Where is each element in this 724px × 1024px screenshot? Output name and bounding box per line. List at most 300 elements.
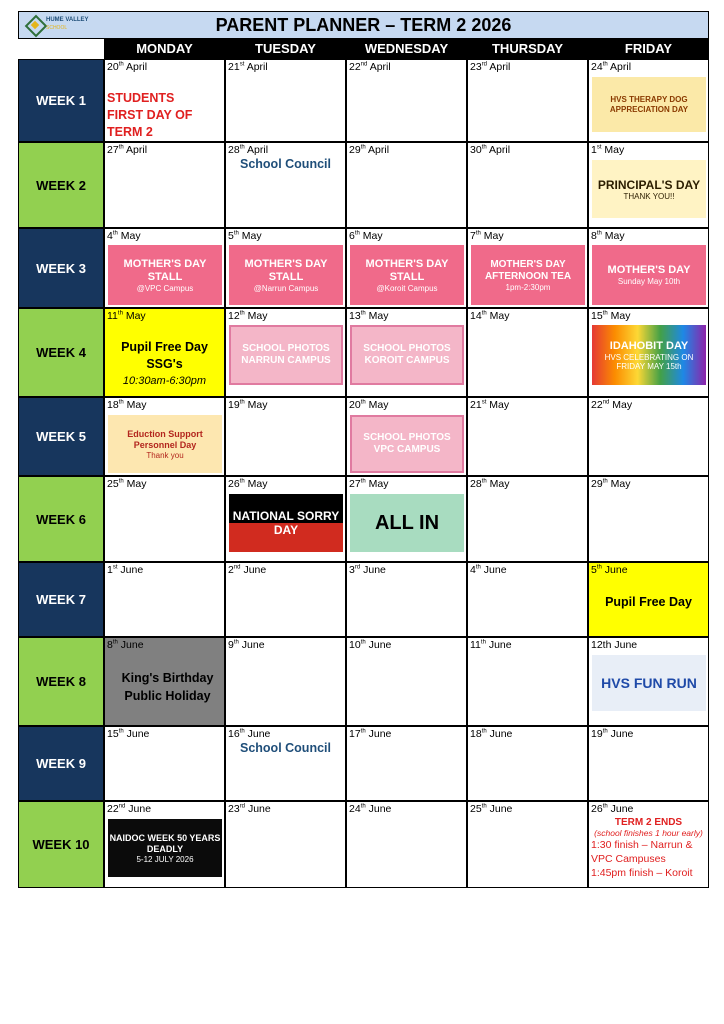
date-month: June — [117, 639, 144, 651]
date-label — [349, 639, 391, 651]
date-month: May — [365, 478, 389, 490]
date-label — [349, 478, 388, 490]
event-note-text: Pupil Free Day — [605, 595, 692, 609]
planner-header — [18, 11, 709, 39]
day-cell — [225, 637, 346, 726]
calendar-grid — [18, 59, 709, 888]
date-month: June — [365, 803, 392, 815]
date-label — [107, 144, 147, 156]
day-cell — [467, 142, 588, 228]
event-image-title: SCHOOL PHOTOS NARRUN CAMPUS — [241, 343, 331, 366]
event-image-title: SCHOOL PHOTOS VPC CAMPUS — [363, 432, 451, 455]
date-label — [349, 728, 391, 740]
date-label — [107, 803, 151, 815]
date-month: April — [487, 61, 511, 73]
date-month: May — [609, 399, 633, 411]
date-day: 20 — [349, 399, 361, 411]
day-cell — [346, 476, 467, 562]
date-label — [591, 803, 633, 815]
parent-planner — [18, 11, 709, 888]
day-cell — [225, 397, 346, 476]
date-month: May — [365, 310, 389, 322]
day-cell — [346, 726, 467, 801]
day-cell — [225, 59, 346, 142]
day-header-tuesday: TUESDAY — [225, 39, 346, 59]
date-month: June — [601, 564, 628, 576]
date-month: May — [122, 310, 146, 322]
date-label — [591, 144, 624, 156]
date-label — [470, 399, 509, 411]
event-image — [108, 819, 222, 877]
date-month: May — [607, 478, 631, 490]
date-day: 1 — [107, 564, 113, 576]
date-month: May — [244, 310, 268, 322]
date-month: May — [123, 478, 147, 490]
day-cell — [346, 228, 467, 308]
day-cell — [467, 397, 588, 476]
event-image — [592, 245, 706, 305]
date-month: May — [359, 230, 383, 242]
date-month: June — [125, 803, 152, 815]
date-suffix: th — [602, 728, 608, 735]
day-cell — [225, 726, 346, 801]
date-suffix: th — [118, 399, 124, 406]
date-label — [349, 230, 383, 242]
date-day: 16 — [228, 728, 240, 740]
date-day: 24 — [591, 61, 603, 73]
date-suffix: th — [481, 144, 487, 151]
date-day: 11 — [107, 310, 118, 322]
date-month: May — [486, 478, 510, 490]
date-label — [228, 728, 270, 740]
date-day: 3 — [349, 564, 355, 576]
date-month: June — [245, 803, 271, 815]
date-label — [107, 230, 141, 242]
week-label: WEEK 2 — [18, 142, 104, 228]
date-month: April — [123, 144, 148, 156]
date-day: 12 — [228, 310, 240, 322]
date-month: April — [365, 144, 390, 156]
date-day: 9 — [228, 639, 234, 651]
event-image — [592, 77, 706, 132]
event-note-sub: 10:30am-6:30pm — [122, 375, 207, 387]
day-cell — [467, 228, 588, 308]
date-suffix: th — [475, 564, 481, 571]
date-month: June — [607, 803, 634, 815]
date-suffix: th — [596, 564, 602, 571]
date-suffix: nd — [360, 61, 368, 68]
date-suffix: th — [112, 639, 118, 646]
date-day: 6 — [349, 230, 355, 242]
date-month: June — [486, 728, 513, 740]
day-cell — [588, 801, 709, 888]
date-label — [591, 61, 631, 73]
event-note — [226, 157, 345, 171]
logo-line-2: SCHOOL — [46, 25, 68, 31]
date-day: 27 — [107, 144, 119, 156]
date-label — [228, 144, 268, 156]
event-note-text: School Council — [240, 157, 331, 171]
date-label — [228, 639, 265, 651]
date-label — [107, 478, 146, 490]
week-label: WEEK 6 — [18, 476, 104, 562]
date-day: 26 — [591, 803, 603, 815]
date-label — [349, 399, 388, 411]
date-month: June — [123, 728, 150, 740]
event-note — [105, 339, 224, 390]
day-cell — [588, 228, 709, 308]
date-suffix: th — [360, 399, 366, 406]
date-suffix: th — [602, 310, 608, 317]
date-month: May — [601, 144, 625, 156]
event-image — [592, 160, 706, 218]
event-note — [107, 90, 211, 141]
date-suffix: th — [481, 728, 487, 735]
event-note — [589, 817, 708, 880]
event-image-title: IDAHOBIT DAY — [609, 339, 689, 352]
date-day: 18 — [107, 399, 119, 411]
day-cell — [104, 562, 225, 637]
date-day: 1 — [591, 144, 597, 156]
event-image — [350, 494, 464, 552]
date-suffix: th — [239, 310, 245, 317]
date-suffix: th — [360, 310, 366, 317]
week-label: WEEK 9 — [18, 726, 104, 801]
date-day: 26 — [228, 478, 240, 490]
date-suffix: nd — [233, 564, 241, 571]
event-note — [115, 669, 220, 705]
day-cell — [588, 142, 709, 228]
date-month: May — [117, 230, 141, 242]
day-header-row — [18, 39, 709, 59]
date-suffix: th — [239, 478, 245, 485]
event-image — [592, 325, 706, 385]
date-month: May — [238, 230, 262, 242]
event-note-text: Pupil Free Day SSG's — [121, 340, 208, 371]
date-suffix: nd — [602, 399, 610, 406]
event-image — [350, 415, 464, 473]
event-note-text: King's Birthday Public Holiday — [121, 671, 214, 703]
week-label: WEEK 3 — [18, 228, 104, 308]
day-cell — [588, 726, 709, 801]
date-suffix: st — [596, 144, 602, 151]
event-note — [589, 595, 708, 609]
date-day: 19 — [228, 399, 240, 411]
date-suffix: th — [360, 728, 366, 735]
date-month: May — [365, 399, 389, 411]
date-month: May — [244, 478, 268, 490]
event-image-title: MOTHER'S DAY STALL — [244, 257, 328, 283]
day-cell — [588, 562, 709, 637]
week-label: WEEK 10 — [18, 801, 104, 888]
date-day: 22 — [349, 61, 361, 73]
date-month: April — [244, 61, 268, 73]
date-label — [470, 478, 509, 490]
date-month: May — [486, 310, 510, 322]
day-header-friday: FRIDAY — [588, 39, 709, 59]
day-cell — [104, 397, 225, 476]
event-image — [229, 245, 343, 305]
date-day: 30 — [470, 144, 482, 156]
event-image — [229, 494, 343, 552]
date-suffix: th — [596, 230, 602, 237]
date-month: June — [238, 639, 265, 651]
event-image-title: NAIDOC WEEK 50 YEARS DEADLY — [109, 832, 221, 854]
event-image-title: ALL IN — [374, 512, 440, 534]
date-label — [470, 728, 512, 740]
date-label — [228, 564, 266, 576]
event-image-title: Eduction Support Personnel Day — [127, 428, 203, 450]
date-month: May — [123, 399, 147, 411]
day-cell — [104, 637, 225, 726]
date-day: 8 — [591, 230, 597, 242]
day-header-wednesday: WEDNESDAY — [346, 39, 467, 59]
date-day: 19 — [591, 728, 603, 740]
event-image-title: SCHOOL PHOTOS KOROIT CAMPUS — [363, 343, 451, 366]
day-cell — [225, 142, 346, 228]
day-cell — [104, 228, 225, 308]
date-suffix: rd — [354, 564, 361, 571]
date-day: 4 — [470, 564, 476, 576]
date-month: June — [244, 728, 271, 740]
date-suffix: th — [481, 478, 487, 485]
date-label — [228, 803, 271, 815]
date-label — [470, 310, 509, 322]
event-image-title: MOTHER'S DAY — [607, 264, 691, 276]
event-image-title: MOTHER'S DAY STALL — [365, 257, 449, 283]
date-month: May — [607, 310, 631, 322]
day-cell — [225, 228, 346, 308]
day-cell — [588, 397, 709, 476]
event-image-title: HVS THERAPY DOG APPRECIATION DAY — [609, 94, 689, 114]
date-day: 23 — [228, 803, 240, 815]
date-suffix: st — [112, 564, 118, 571]
date-day: 15 — [107, 728, 119, 740]
event-image-title: HVS FUN RUN — [601, 675, 697, 691]
date-label — [107, 728, 149, 740]
event-note-sub: (school finishes 1 hour early) — [594, 828, 703, 838]
date-month: June — [240, 564, 267, 576]
date-suffix: th — [239, 399, 245, 406]
day-cell — [588, 637, 709, 726]
date-suffix: th — [602, 61, 608, 68]
date-month: May — [601, 230, 625, 242]
date-day: 17 — [349, 728, 361, 740]
day-cell — [467, 476, 588, 562]
date-suffix: th — [480, 639, 486, 646]
date-label — [228, 310, 267, 322]
date-day: 15 — [591, 310, 603, 322]
date-suffix: th — [112, 230, 118, 237]
day-cell — [104, 308, 225, 397]
date-label — [470, 564, 507, 576]
event-note — [226, 741, 345, 755]
day-cell — [588, 59, 709, 142]
week-label: WEEK 1 — [18, 59, 104, 142]
date-label — [591, 310, 630, 322]
day-cell — [467, 308, 588, 397]
date-label — [470, 803, 512, 815]
date-day: 20 — [107, 61, 119, 73]
date-day: 22 — [591, 399, 603, 411]
event-image-subtitle: Thank you — [146, 450, 184, 460]
date-label — [349, 61, 391, 73]
date-label — [228, 61, 268, 73]
week-label: WEEK 5 — [18, 397, 104, 476]
event-image-subtitle: @Narrun Campus — [253, 283, 319, 293]
date-label — [228, 478, 267, 490]
day-cell — [346, 59, 467, 142]
date-suffix: th — [239, 144, 245, 151]
date-suffix: rd — [481, 61, 488, 68]
date-month: April — [486, 144, 511, 156]
day-cell — [346, 801, 467, 888]
date-day: 14 — [470, 310, 482, 322]
day-cell — [104, 801, 225, 888]
date-suffix: th — [118, 478, 124, 485]
day-cell — [467, 637, 588, 726]
event-image — [108, 415, 222, 473]
day-header-monday: MONDAY — [104, 39, 225, 59]
date-month: April — [607, 61, 632, 73]
page-title: PARENT PLANNER – TERM 2 2026 — [215, 15, 512, 35]
date-day: 2 — [228, 564, 234, 576]
date-suffix: rd — [239, 803, 246, 810]
finish-time-line: 1:45pm finish – Koroit — [591, 867, 693, 879]
event-image-subtitle: @Koroit Campus — [376, 283, 438, 293]
date-suffix: st — [481, 399, 487, 406]
finish-time-line: 1:30 finish – Narrun & VPC Campuses — [591, 839, 693, 865]
date-day: 29 — [591, 478, 603, 490]
date-day: 27 — [349, 478, 361, 490]
date-suffix: th — [233, 230, 239, 237]
date-day: 24 — [349, 803, 361, 815]
date-day: 29 — [349, 144, 361, 156]
day-cell — [346, 142, 467, 228]
event-image-title: MOTHER'S DAY STALL — [123, 257, 207, 283]
date-label — [591, 728, 633, 740]
date-day: 8 — [107, 639, 113, 651]
event-image — [592, 655, 706, 711]
event-image — [229, 325, 343, 385]
date-day: 28 — [228, 144, 240, 156]
day-cell — [225, 801, 346, 888]
date-day: 11 — [470, 639, 481, 651]
day-cell — [346, 308, 467, 397]
date-day: 5 — [591, 564, 597, 576]
event-image-subtitle: 5-12 JULY 2026 — [136, 854, 194, 864]
day-cell — [225, 562, 346, 637]
event-image — [350, 325, 464, 385]
date-month: June — [365, 639, 392, 651]
day-cell — [225, 476, 346, 562]
date-label — [591, 639, 637, 651]
date-label — [107, 61, 147, 73]
date-label — [591, 230, 625, 242]
day-cell — [104, 476, 225, 562]
date-suffix: th — [233, 639, 239, 646]
date-month: April — [123, 61, 148, 73]
day-cell — [225, 308, 346, 397]
date-month: May — [486, 399, 510, 411]
date-suffix: th — [360, 478, 366, 485]
logo-line-1: HUME VALLEY — [46, 17, 89, 23]
date-day: 13 — [349, 310, 361, 322]
date-day: 12th June — [591, 639, 638, 651]
day-cell — [346, 562, 467, 637]
date-suffix: th — [475, 230, 481, 237]
day-cell — [467, 726, 588, 801]
event-image-title: PRINCIPAL'S DAY — [597, 177, 701, 192]
date-label — [107, 310, 146, 322]
event-image-subtitle: Sunday May 10th — [617, 277, 681, 286]
date-label — [470, 230, 504, 242]
date-label — [349, 310, 388, 322]
date-suffix: th — [354, 230, 360, 237]
day-cell — [104, 726, 225, 801]
date-day: 28 — [470, 478, 482, 490]
date-label — [107, 399, 146, 411]
date-label — [107, 639, 144, 651]
date-label — [470, 639, 512, 651]
date-label — [349, 564, 386, 576]
date-day: 5 — [228, 230, 234, 242]
day-cell — [346, 637, 467, 726]
event-image — [471, 245, 585, 305]
date-label — [591, 399, 632, 411]
week-label: WEEK 7 — [18, 562, 104, 637]
date-label — [107, 564, 143, 576]
event-image-title: MOTHER'S DAY AFTERNOON TEA — [484, 258, 572, 282]
event-note-text: School Council — [240, 741, 331, 755]
event-image-subtitle: @VPC Campus — [136, 283, 194, 293]
day-header-thursday: THURSDAY — [467, 39, 588, 59]
date-suffix: th — [117, 310, 123, 317]
date-day: 10 — [349, 639, 361, 651]
date-suffix: th — [118, 61, 124, 68]
date-label — [591, 478, 630, 490]
date-day: 18 — [470, 728, 482, 740]
day-cell — [346, 397, 467, 476]
date-label — [349, 803, 391, 815]
event-image-subtitle: HVS CELEBRATING ON FRIDAY MAY 15th — [604, 352, 694, 371]
date-suffix: th — [360, 639, 366, 646]
event-image — [108, 245, 222, 305]
date-month: June — [486, 803, 513, 815]
day-cell — [467, 562, 588, 637]
date-label — [228, 399, 267, 411]
date-month: May — [244, 399, 268, 411]
date-suffix: st — [239, 61, 245, 68]
day-cell — [104, 142, 225, 228]
date-day: 21 — [470, 399, 482, 411]
event-image-subtitle: 1pm-2:30pm — [505, 282, 551, 292]
date-label — [470, 144, 510, 156]
date-suffix: nd — [118, 803, 126, 810]
date-suffix: th — [118, 144, 124, 151]
date-day: 7 — [470, 230, 476, 242]
date-suffix: th — [118, 728, 124, 735]
date-day: 21 — [228, 61, 240, 73]
day-cell — [588, 308, 709, 397]
date-month: June — [365, 728, 392, 740]
event-image-subtitle: THANK YOU!! — [623, 191, 675, 201]
date-day: 22 — [107, 803, 119, 815]
day-cell — [467, 801, 588, 888]
event-note-text: STUDENTS FIRST DAY OF TERM 2 — [107, 91, 193, 139]
date-day: 4 — [107, 230, 113, 242]
date-suffix: th — [602, 803, 608, 810]
